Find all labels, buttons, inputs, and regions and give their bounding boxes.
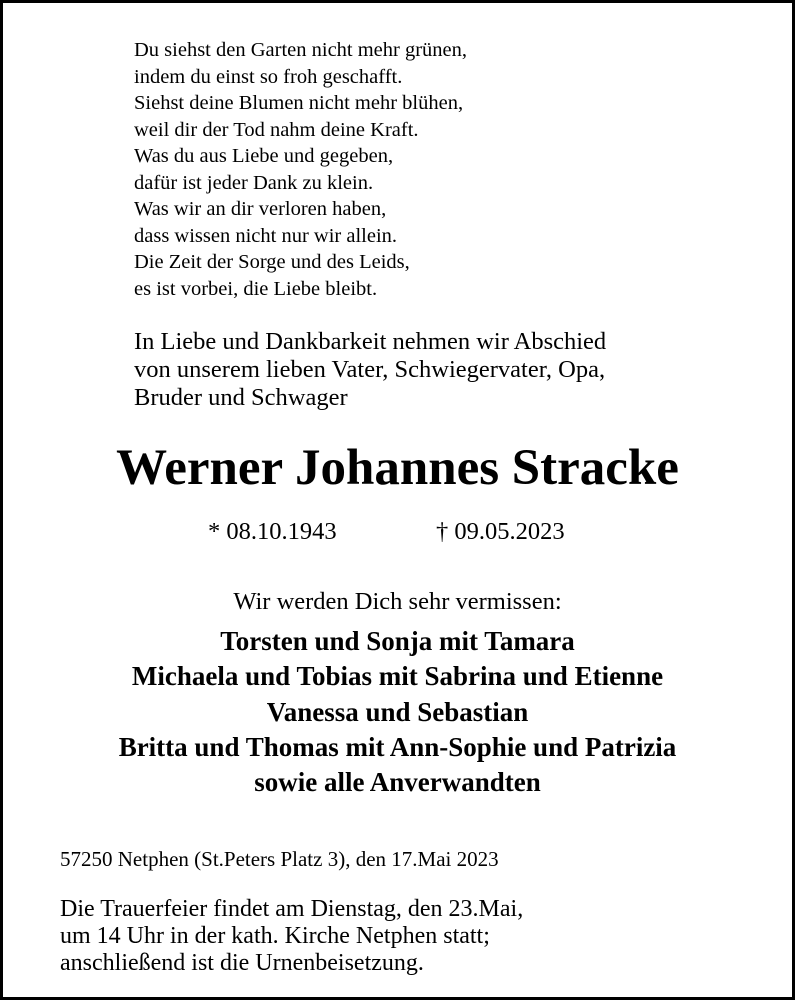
death-date: † 09.05.2023 xyxy=(436,518,565,545)
ceremony-line: Die Trauerfeier findet am Dienstag, den 23.Mai, xyxy=(60,896,524,922)
mourner-line: Torsten und Sonja mit Tamara xyxy=(220,626,575,656)
farewell-intro xyxy=(134,328,606,412)
ceremony-line: um 14 Uhr in der kath. Kirche Netphen statt; xyxy=(60,923,490,949)
poem-line: Was du aus Liebe und gegeben, xyxy=(134,145,394,167)
poem-line: weil dir der Tod nahm deine Kraft. xyxy=(134,118,419,141)
ceremony-line: anschließend ist die Urnenbeisetzung. xyxy=(60,950,424,976)
place-and-date: 57250 Netphen (St.Peters Platz 3), den 17.Mai 2023 xyxy=(60,847,499,871)
intro-line: von unserem lieben Vater, Schwiegervater, Opa, xyxy=(134,356,606,383)
poem xyxy=(134,37,467,302)
poem-line: indem du einst so froh geschafft. xyxy=(134,65,403,88)
poem-line: Du siehst den Garten nicht mehr grünen, xyxy=(134,39,468,61)
poem-line: dass wissen nicht nur wir allein. xyxy=(134,224,398,247)
poem-line: dafür ist jeder Dank zu klein. xyxy=(134,171,374,194)
mourner-line: Britta und Thomas mit Ann-Sophie und Patrizia xyxy=(118,731,677,762)
poem-line: Was wir an dir verloren haben, xyxy=(134,198,387,220)
mourner-line: sowie alle Anverwandten xyxy=(254,767,541,798)
poem-line: Die Zeit der Sorge und des Leids, xyxy=(134,251,410,273)
mourner-line: Michaela und Tobias mit Sabrina und Etienne xyxy=(131,661,664,692)
miss-line: Wir werden Dich sehr vermissen: xyxy=(233,588,562,615)
mourners-list xyxy=(3,624,792,800)
poem-line: Siehst deine Blumen nicht mehr blühen, xyxy=(134,92,464,114)
mourner-line: Vanessa und Sebastian xyxy=(266,696,529,727)
birth-date: * 08.10.1943 xyxy=(208,518,337,545)
ceremony-info xyxy=(60,896,523,977)
intro-line: In Liebe und Dankbarkeit nehmen wir Abschied xyxy=(134,328,607,355)
deceased-name: Werner Johannes Stracke xyxy=(116,440,679,496)
poem-line: es ist vorbei, die Liebe bleibt. xyxy=(134,277,378,300)
intro-line: Bruder und Schwager xyxy=(134,384,348,411)
